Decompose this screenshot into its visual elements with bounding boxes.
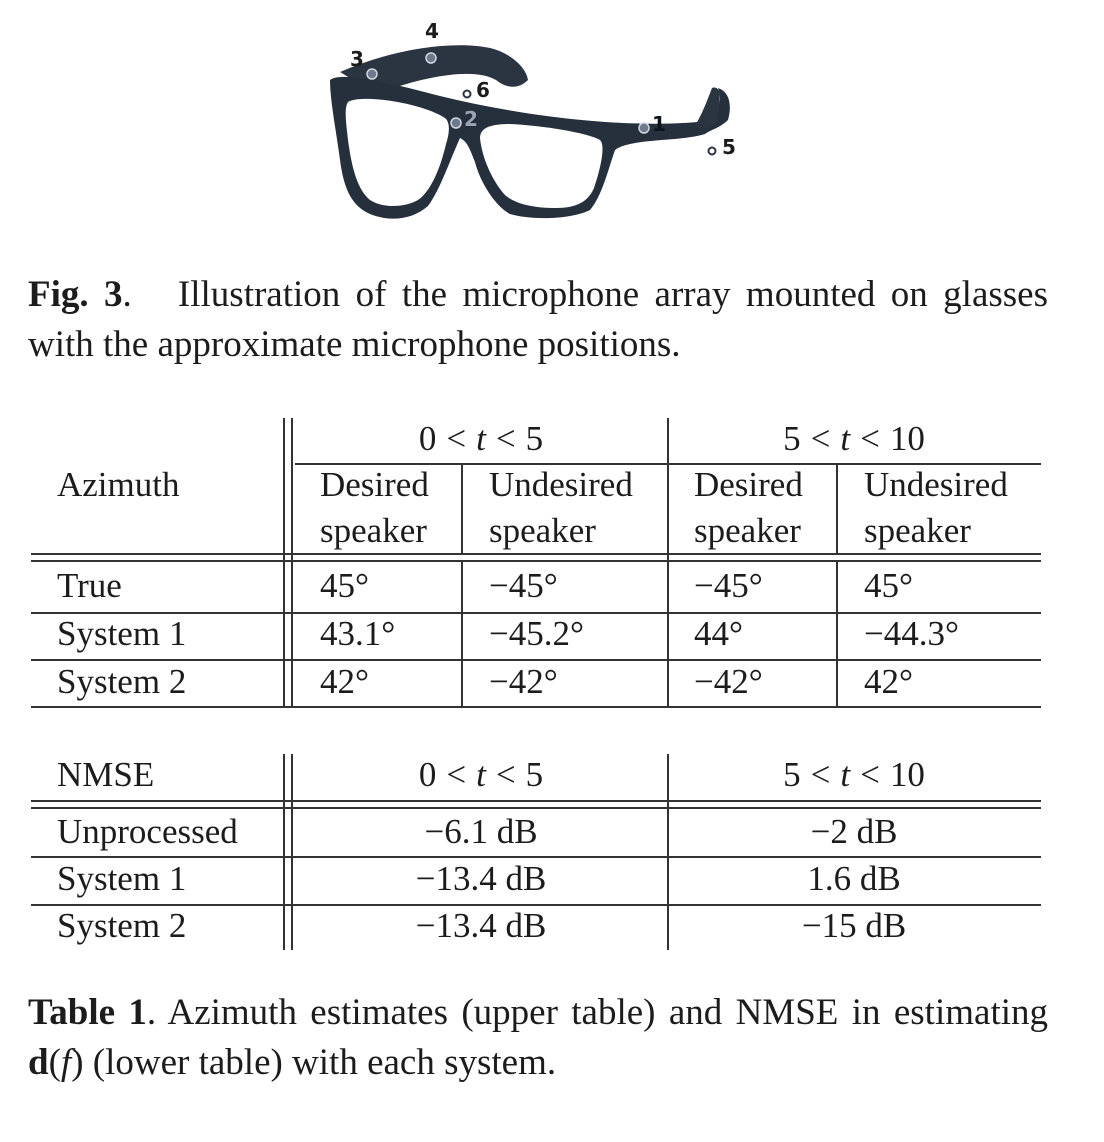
azimuth-cell: −45°	[694, 566, 763, 605]
microphone-3-label: 3	[350, 47, 364, 71]
nmse-rule-vertical-double-b	[291, 754, 293, 950]
microphone-2-label: 2	[464, 107, 478, 131]
table-caption-label: Table 1	[28, 992, 147, 1033]
azimuth-cell: −42°	[694, 662, 763, 701]
nmse-cell: −2 dB	[810, 812, 898, 851]
nmse-cell: −13.4 dB	[415, 859, 547, 898]
nmse-row-header: NMSE	[57, 755, 155, 794]
rule-vertical-sub-2-body	[836, 562, 838, 708]
microphone-1-marker	[639, 123, 649, 133]
rule-header-double-1	[31, 553, 1041, 555]
rule-vertical-group	[667, 418, 669, 708]
azimuth-cell: −42°	[489, 662, 558, 701]
azimuth-row-label-system-2: System 2	[57, 662, 187, 701]
microphone-5-label: 5	[722, 135, 736, 159]
nmse-cell: −6.1 dB	[424, 812, 538, 851]
rule-header-double-2	[31, 560, 1041, 562]
rule-vertical-sub-1-body	[461, 562, 463, 708]
microphone-4-marker	[426, 53, 436, 63]
azimuth-cell: 43.1°	[320, 614, 396, 653]
subheader-undesired-1: Undesired speaker	[489, 465, 633, 550]
microphone-6-label: 6	[476, 78, 490, 102]
azimuth-group-header-1: 0 < t < 5	[418, 419, 544, 458]
subheader-undesired-2: Undesired speaker	[864, 465, 1008, 550]
azimuth-group-header-2: 5 < t < 10	[783, 419, 925, 458]
table-caption: Table 1. Azimuth estimates (upper table) and NMSE in estimating d(f) (lower table) with each system.	[28, 992, 1049, 1083]
azimuth-row-header: Azimuth	[57, 465, 180, 504]
nmse-rule-vertical-double-a	[283, 754, 285, 950]
microphone-2-marker	[451, 118, 461, 128]
microphone-6-marker	[464, 91, 471, 98]
azimuth-cell: −45.2°	[489, 614, 584, 653]
nmse-group-header-2: 5 < t < 10	[783, 755, 925, 794]
azimuth-row-label-true: True	[57, 566, 122, 605]
nmse-row-label-system-1: System 1	[57, 859, 187, 898]
azimuth-cell: 45°	[320, 566, 369, 605]
glasses-figure	[300, 10, 760, 240]
rule-vertical-sub-1	[461, 463, 463, 555]
subheader-desired-1: Desired speaker	[320, 465, 429, 550]
azimuth-cell: −45°	[489, 566, 558, 605]
microphone-1-label: 1	[652, 112, 666, 136]
figure-caption: Fig. 3. Illustration of the microphone array mounted on glasses with the approximate microphone positions.	[28, 274, 1048, 365]
microphone-3-marker	[367, 69, 377, 79]
nmse-rule-header-double-1	[31, 800, 1041, 802]
figure-caption-text: Illustration of the microphone array mounted on glasses with the approximate microphone positions.	[28, 274, 1048, 365]
azimuth-cell: 42°	[864, 662, 913, 701]
table-caption-text-after: (lower table) with each system.	[92, 1042, 557, 1083]
figure-caption-label: Fig. 3	[28, 274, 123, 315]
azimuth-row-label-system-1: System 1	[57, 614, 187, 653]
rule-vertical-sub-2	[836, 463, 838, 555]
subheader-desired-2: Desired speaker	[694, 465, 803, 550]
rule-vertical-double-a	[283, 418, 285, 708]
azimuth-cell: −44.3°	[864, 614, 959, 653]
nmse-row-label-system-2: System 2	[57, 906, 187, 945]
nmse-cell: 1.6 dB	[807, 859, 901, 898]
nmse-cell: −13.4 dB	[415, 906, 547, 945]
nmse-group-header-1: 0 < t < 5	[418, 755, 544, 794]
table-caption-text-before: Azimuth estimates (upper table) and NMSE in estimating	[167, 992, 1049, 1033]
azimuth-cell: 45°	[864, 566, 913, 605]
nmse-row-label-unprocessed: Unprocessed	[57, 812, 238, 851]
azimuth-cell: 44°	[694, 614, 743, 653]
azimuth-cell: 42°	[320, 662, 369, 701]
microphone-4-label: 4	[425, 19, 439, 43]
nmse-cell: −15 dB	[801, 906, 907, 945]
rule-table-bottom	[31, 706, 1041, 708]
right-temple-arm	[696, 87, 720, 128]
table-caption-math: d(f)	[28, 1042, 84, 1083]
rule-vertical-double-b	[291, 418, 293, 708]
microphone-5-marker	[709, 148, 716, 155]
